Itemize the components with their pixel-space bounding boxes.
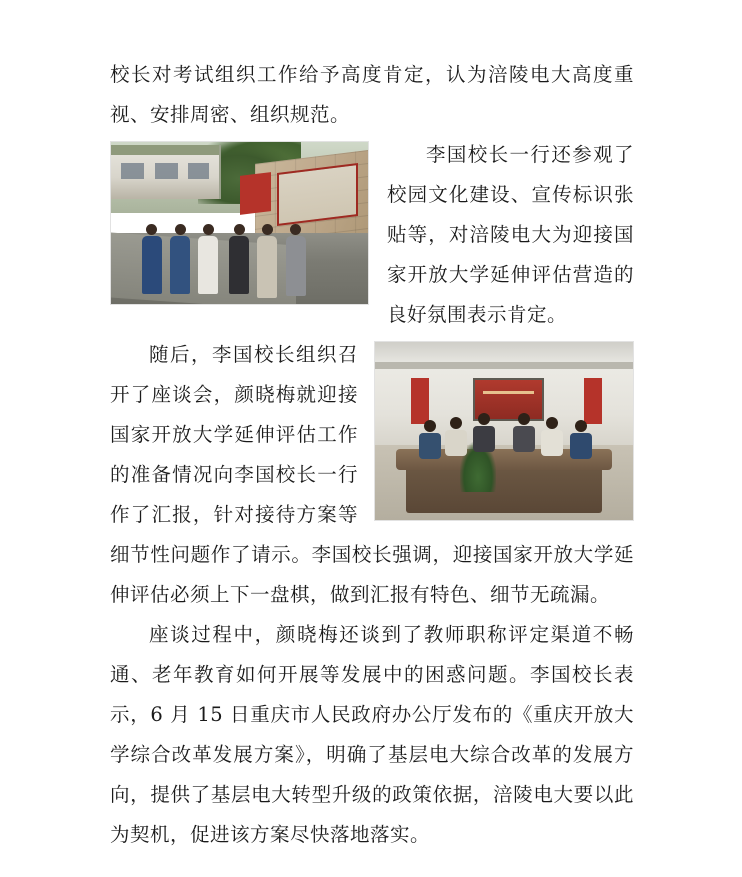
photo1-person [170,224,190,294]
photo2-attendee [541,417,563,456]
photo2-attendee [445,417,467,456]
photo1-window [155,163,178,179]
photo-campus-wall-visit [110,141,369,305]
photo2-attendee [570,420,592,459]
photo1-window [121,163,144,179]
paragraph-2: 李国校长一行还参观了校园文化建设、宣传标识张贴等，对涪陵电大为迎接国家开放大学延伸评估营造的良好氛围表示肯定。 [387,143,634,326]
photo2-left-banner [411,378,429,424]
paragraph-1: 校长对考试组织工作给予高度肯定，认为涪陵电大高度重视、安排周密、组织规范。 [110,63,634,126]
photo1-notice-board [277,163,358,226]
photo2-right-banner [584,378,602,424]
photo1-person [286,224,306,296]
document-body [110,55,634,855]
photo1-red-banner [240,172,271,215]
photo1-person [257,224,277,298]
photo2-attendee [419,420,441,459]
photo2-beam [375,362,633,369]
paragraph-3: 随后，李国校长组织召开了座谈会，颜晓梅就迎接国家开放大学延伸评估工作的准备情况向李国校长一行作了汇报，针对接待方案等细节性问题作了请示。李国校长强调，迎接国家开放大学延伸评估必须上下一盘棋，做到汇报有特色、细节无疏漏。 [110,343,634,606]
photo2-screen-text [483,391,534,395]
photo1-roof [111,145,219,155]
photo2-attendee [473,413,495,452]
photo1-person [229,224,249,294]
photo1-person [198,224,218,294]
photo2-attendee [513,413,535,452]
photo-meeting-room-discussion [374,341,634,521]
paragraph-4: 座谈过程中，颜晓梅还谈到了教师职称评定渠道不畅通、老年教育如何开展等发展中的困惑问题。李国校长表示，6 月 15 日重庆市人民政府办公厅发布的《重庆开放大学综合改革发展方案》，明确了基层电大综合改革的发展方向，提供了基层电大转型升级的政策依据，涪陵电大要以此为契机，促进该方案尽快落地落实。 [110,623,634,846]
photo1-person [142,224,162,294]
photo1-window [188,163,209,179]
